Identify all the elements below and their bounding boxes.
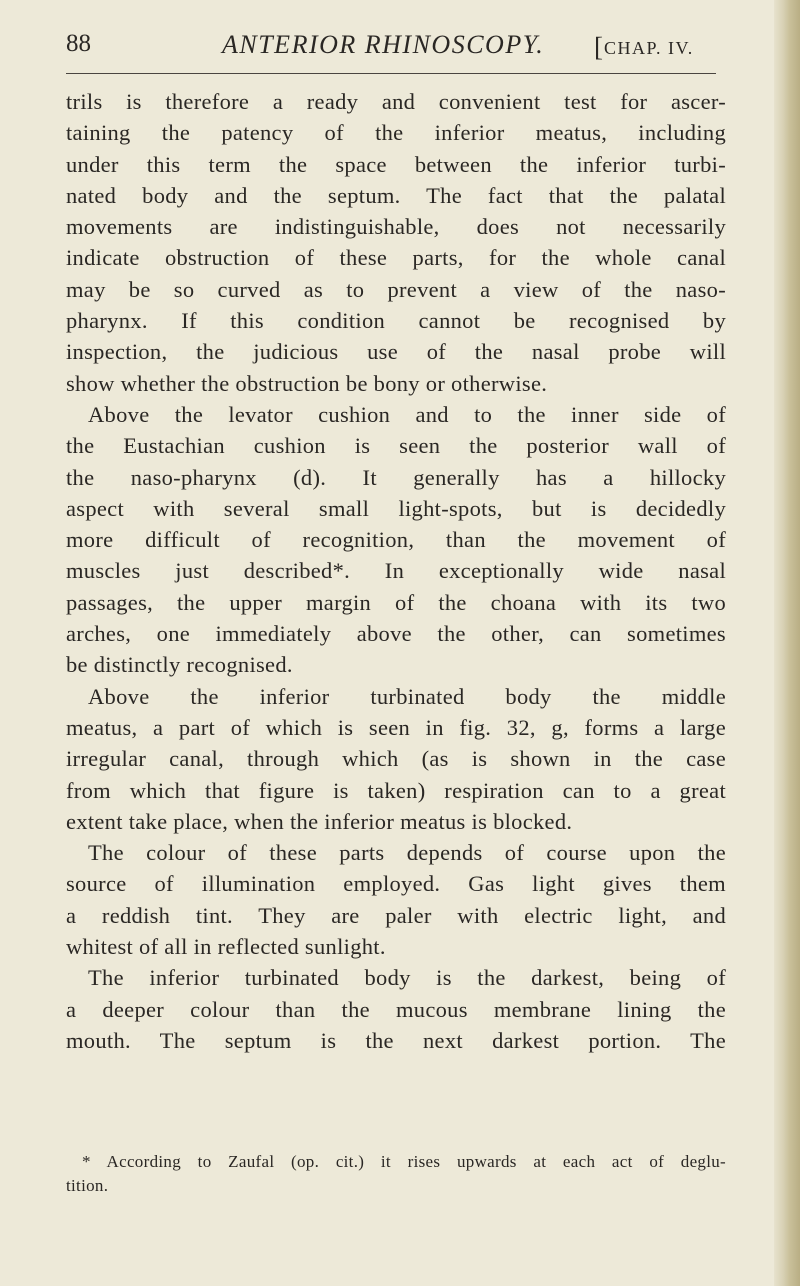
text-line: arches, one immediately above the other, can sometimes <box>66 621 726 647</box>
body-text <box>66 86 726 1056</box>
text-line: extent take place, when the inferior meatus is blocked. <box>66 808 573 834</box>
text-line: more difficult of recognition, than the movement of <box>66 527 726 553</box>
running-head <box>66 26 726 66</box>
footnote <box>66 1150 726 1198</box>
text-line: a deeper colour than the mucous membrane lining the <box>66 996 726 1022</box>
text-line: aspect with several small light-spots, but is decidedly <box>66 495 726 521</box>
page-number: 88 <box>66 30 91 57</box>
text-line: pharynx. If this condition cannot be recognised by <box>66 308 726 334</box>
text-line: source of illumination employed. Gas light gives them <box>66 871 726 897</box>
footnote-line: * According to Zaufal (op. cit.) it rises upwards at each act of deglu- <box>82 1152 726 1171</box>
text-line: from which that figure is taken) respiration can to a great <box>66 777 726 803</box>
text-line: mouth. The septum is the next darkest portion. The <box>66 1027 726 1053</box>
text-line: the Eustachian cushion is seen the posterior wall of <box>66 433 726 459</box>
header-rule <box>66 73 716 74</box>
chapter-text: CHAP. IV. <box>604 38 694 58</box>
text-line: taining the patency of the inferior meatus, including <box>66 120 726 146</box>
text-line: meatus, a part of which is seen in fig. 32, g, forms a large <box>66 714 726 740</box>
text-line: trils is therefore a ready and convenient test for ascer- <box>66 89 726 114</box>
text-line: under this term the space between the inferior turbi- <box>66 151 726 177</box>
text-line: The inferior turbinated body is the darkest, being of <box>88 965 726 991</box>
text-line: The colour of these parts depends of course upon the <box>88 840 726 866</box>
text-line: Above the inferior turbinated body the middle <box>88 683 726 709</box>
text-line: nated body and the septum. The fact that the palatal <box>66 182 726 208</box>
text-line: a reddish tint. They are paler with electric light, and <box>66 902 726 928</box>
text-line: irregular canal, through which (as is shown in the case <box>66 746 726 772</box>
footnote-line: tition. <box>66 1176 109 1195</box>
text-line: whitest of all in reflected sunlight. <box>66 934 386 960</box>
page-edge-shadow <box>774 0 800 1286</box>
text-line: be distinctly recognised. <box>66 652 293 678</box>
text-line: may be so curved as to prevent a view of the naso- <box>66 276 726 302</box>
text-line: movements are indistinguishable, does not necessarily <box>66 214 726 240</box>
text-line: muscles just described*. In exceptionally wide nasal <box>66 558 726 584</box>
chapter-bracket: [ <box>594 32 604 62</box>
text-line: the naso-pharynx (d). It generally has a hillocky <box>66 464 726 490</box>
chapter-label <box>594 30 694 61</box>
running-title: ANTERIOR RHINOSCOPY. <box>222 30 545 59</box>
text-line: indicate obstruction of these parts, for the whole canal <box>66 245 726 271</box>
text-line: show whether the obstruction be bony or otherwise. <box>66 370 548 396</box>
text-line: passages, the upper margin of the choana with its two <box>66 589 726 615</box>
text-line: Above the levator cushion and to the inner side of <box>88 401 726 427</box>
text-line: inspection, the judicious use of the nasal probe will <box>66 339 726 365</box>
